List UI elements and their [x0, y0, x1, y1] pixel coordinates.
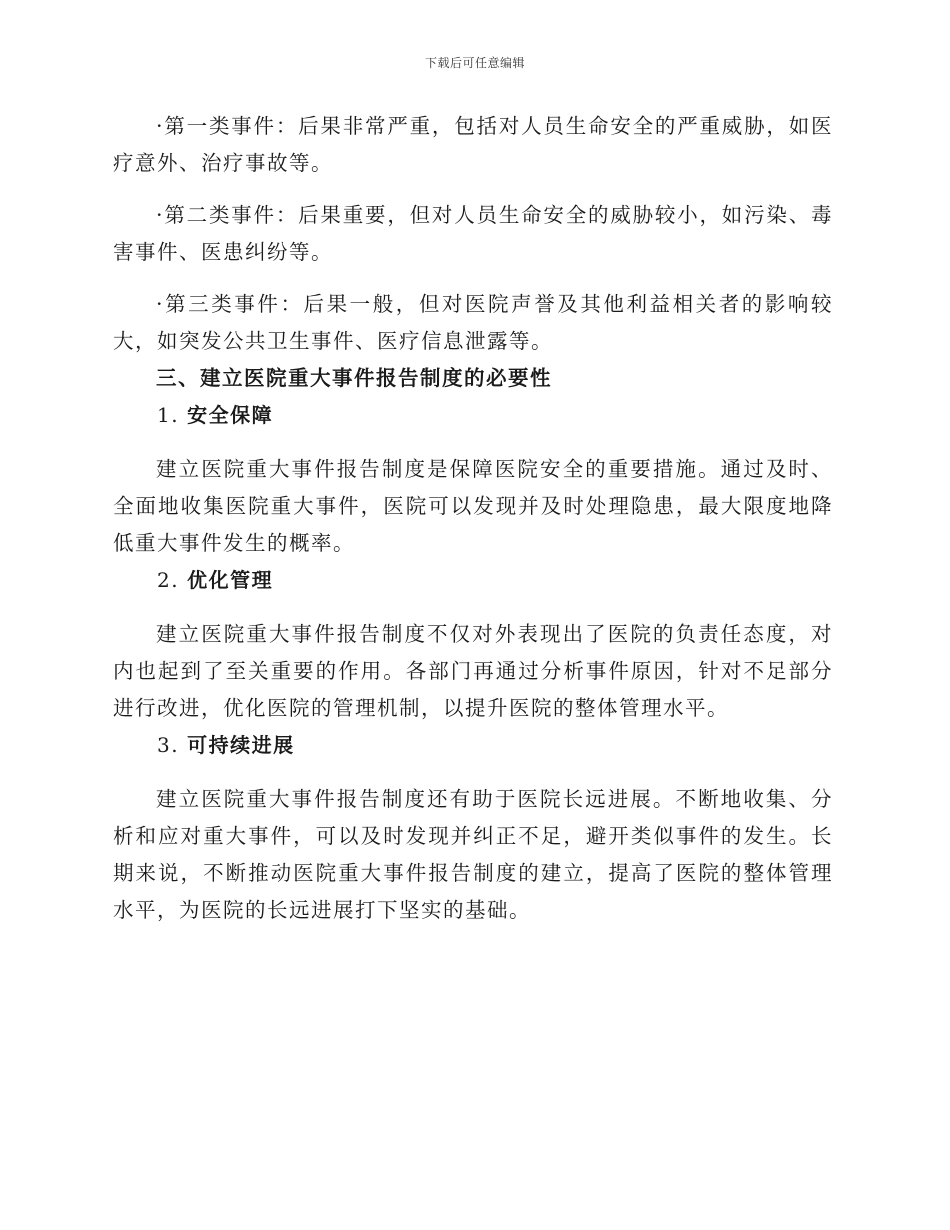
- bullet-text: 第三类事件：后果一般，但对医院声誉及其他利益相关者的影响较大，如突发公共卫生事件、医疗信息泄露等。: [113, 292, 833, 353]
- bullet-item-2: [113, 197, 833, 271]
- subsection-body-3: 建立医院重大事件报告制度还有助于医院长远进展。不断地收集、分析和应对重大事件，可以及时发现并纠正不足，避开类似事件的发生。长期来说，不断推动医院重大事件报告制度的建立，提高了医院的整体管理水平，为医院的长远进展打下坚实的基础。: [113, 787, 833, 922]
- bullet-text: 第一类事件：后果非常严重，包括对人员生命安全的严重威胁，如医疗意外、治疗事故等。: [113, 114, 833, 175]
- bullet-item-3: [113, 286, 833, 360]
- bullet-marker: ·: [156, 292, 165, 316]
- subsection-heading-3: [113, 727, 833, 764]
- subsection-title: 可持续进展: [187, 733, 295, 757]
- subsection-title: 安全保障: [187, 403, 274, 427]
- bullet-item-1: [113, 108, 833, 182]
- bullet-marker: ·: [156, 203, 165, 227]
- header-note: 下载后可任意编辑: [424, 56, 525, 70]
- subsection-body-2: 建立医院重大事件报告制度不仅对外表现出了医院的负责任态度，对内也起到了至关重要的作用。各部门再通过分析事件原因，针对不足部分进行改进，优化医院的管理机制，以提升医院的整体管理水平。: [113, 622, 833, 720]
- subsection-body-1: 建立医院重大事件报告制度是保障医院安全的重要措施。通过及时、全面地收集医院重大事件，医院可以发现并及时处理隐患，最大限度地降低重大事件发生的概率。: [113, 457, 833, 555]
- document-body: [113, 108, 833, 929]
- section-heading: 三、建立医院重大事件报告制度的必要性: [156, 366, 553, 390]
- subsection-number: 1.: [157, 403, 180, 427]
- subsection-number: 3.: [157, 733, 180, 757]
- bullet-marker: ·: [156, 114, 165, 138]
- subsection-heading-1: [113, 397, 833, 434]
- bullet-text: 第二类事件：后果重要，但对人员生命安全的威胁较小，如污染、毒害事件、医患纠纷等。: [113, 203, 833, 264]
- subsection-number: 2.: [157, 568, 180, 592]
- subsection-heading-2: [113, 562, 833, 599]
- subsection-title: 优化管理: [187, 568, 274, 592]
